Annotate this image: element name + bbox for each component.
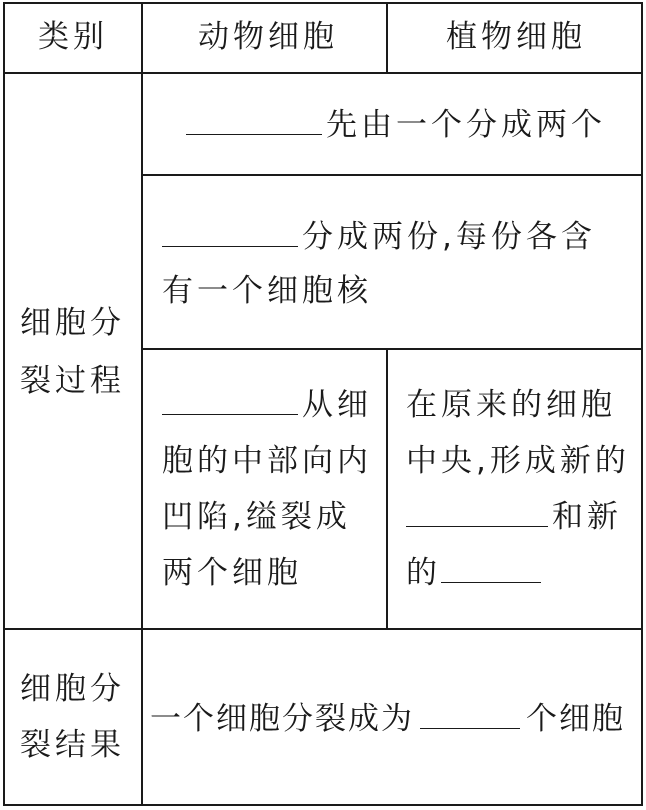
table-border-right [641, 2, 643, 806]
header-category: 类别 [38, 19, 108, 55]
result-label-line2: 裂结果 [20, 727, 125, 763]
process-label-line1: 细胞分 [20, 305, 125, 341]
result-row [150, 690, 625, 748]
plant-text4: 的 [406, 555, 441, 591]
answer-blank-2[interactable] [162, 216, 298, 247]
animal-text1: 从细 [302, 387, 372, 423]
table-border-top [3, 2, 643, 4]
animal-line3: 凹陷,缢裂成 [162, 499, 351, 535]
header-column-divider [386, 2, 388, 74]
label-column-divider [141, 2, 143, 806]
process-row1-text: 先由一个分成两个 [326, 107, 606, 143]
process-row1-divider [141, 174, 643, 176]
answer-blank-3[interactable] [162, 384, 298, 415]
process-row2-line1 [162, 208, 596, 266]
header-animal-cell: 动物细胞 [198, 19, 338, 55]
answer-blank-6[interactable] [420, 698, 520, 729]
process-row1 [186, 96, 606, 154]
plant-line4 [406, 544, 545, 602]
table-border-bottom [3, 804, 643, 806]
header-divider [3, 72, 643, 74]
table-border-left [3, 2, 5, 806]
answer-blank-4[interactable] [406, 496, 548, 527]
result-label-line1: 细胞分 [20, 671, 125, 707]
answer-blank-5[interactable] [441, 552, 541, 583]
plant-line3 [406, 488, 622, 546]
process-result-divider [3, 628, 643, 630]
result-text-before: 一个细胞分裂成为 [150, 701, 414, 737]
answer-blank-1[interactable] [186, 104, 322, 135]
result-text-after: 个细胞 [526, 701, 625, 737]
process-row2-line2: 有一个细胞核 [162, 273, 372, 309]
header-plant-cell: 植物细胞 [446, 19, 586, 55]
animal-line4: 两个细胞 [162, 555, 302, 591]
plant-text3: 和新 [552, 499, 622, 535]
process-column-divider [386, 348, 388, 630]
plant-line1: 在原来的细胞 [406, 387, 616, 423]
animal-line1 [162, 376, 372, 434]
process-label-line2: 裂过程 [20, 363, 125, 399]
process-row2-text1: 分成两份,每份各含 [302, 219, 596, 255]
process-row2-divider [141, 348, 643, 350]
plant-line2: 中央,形成新的 [406, 443, 630, 479]
animal-line2: 胞的中部向内 [162, 443, 372, 479]
